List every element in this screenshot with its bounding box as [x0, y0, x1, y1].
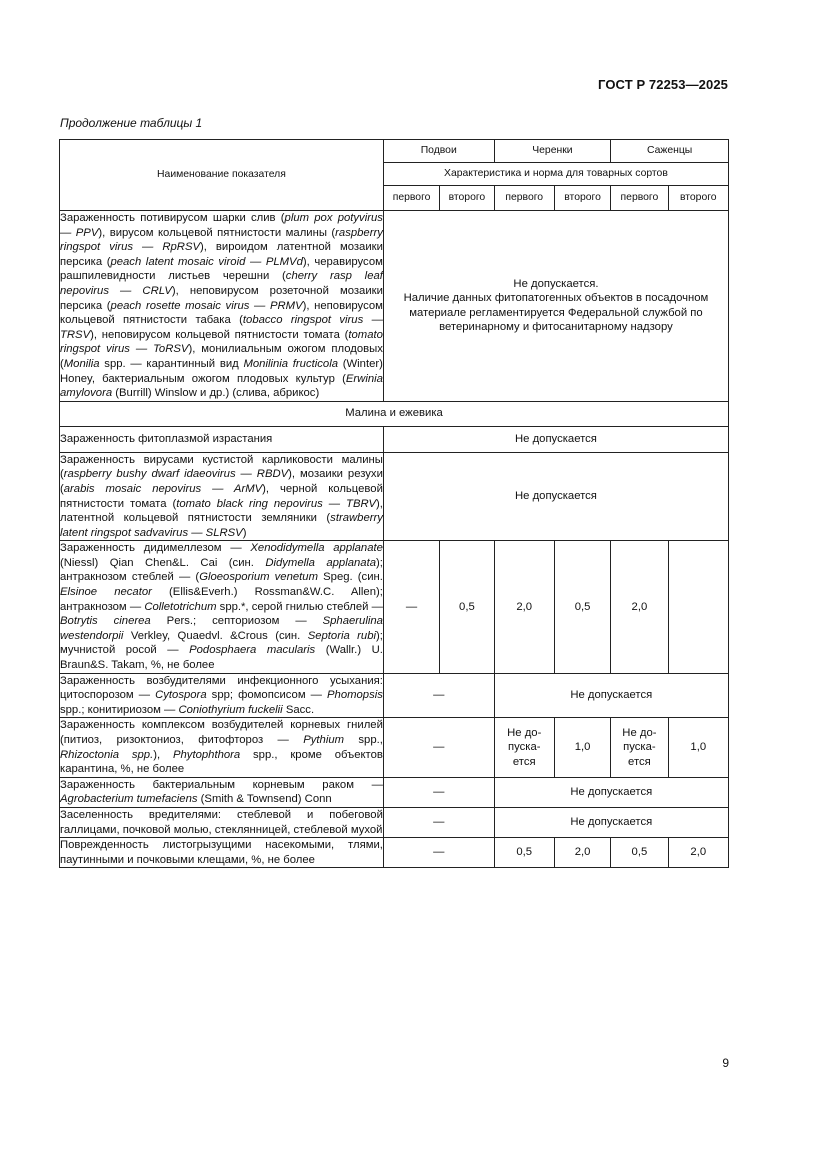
norm-value: 2,0	[611, 541, 668, 673]
column-header-sort: первого	[611, 186, 668, 211]
norm-value: 1,0	[668, 718, 728, 777]
indicator-name: Заселенность вредителями: стеблевой и побеговой галлицами, почковой молью, стеклянницей, стеблевой мухой	[60, 807, 384, 837]
indicator-name: Зараженность фитоплазмой израстания	[60, 426, 384, 452]
column-header-sort: первого	[383, 186, 439, 211]
table-row	[60, 838, 729, 868]
norm-value: 2,0	[554, 838, 610, 868]
norm-value: —	[383, 541, 439, 673]
table-caption: Продолжение таблицы 1	[60, 116, 203, 130]
indicator-name: Зараженность бактериальным корневым раком — Agrobacterium tumefaciens (Smith & Townsend) Conn	[60, 777, 384, 807]
norm-value	[668, 541, 728, 673]
norm-value: 0,5	[440, 541, 494, 673]
norm-value: —	[383, 718, 494, 777]
norm-value: 0,5	[611, 838, 668, 868]
column-header-sort: второго	[668, 186, 728, 211]
norm-value: —	[383, 838, 494, 868]
indicator-name: Зараженность дидимеллезом — Xenodidymella applanate (Niessl) Qian Chen&L. Cai (син. Didymella applanata); антракнозом стеблей — (Gloeosporium venetum Speg. (син. Elsinoe necator (Ellis&Everh.) Rossman&W.C. Allen); антракнозом — Colletotrichum spp.*, серой гнилью стеблей — Botrytis cinerea Pers.; септориозом — Sphaerulina westendorpii Verkley, Quaedvl. &Crous (син. Septoria rubi); мучнистой росой — Podosphaera macularis (Wallr.) U. Braun&S. Takam, %, не более	[60, 541, 384, 673]
norm-value: 2,0	[494, 541, 554, 673]
norm-value: Не допускается. Наличие данных фитопатогенных объектов в посадочном материале регламентируется Федеральной службой по ветеринарному и фитосанитарному надзору	[383, 211, 728, 402]
column-header-sort: первого	[494, 186, 554, 211]
requirements-table	[59, 139, 729, 868]
norm-value: 0,5	[494, 838, 554, 868]
norm-value: —	[383, 673, 494, 718]
indicator-name: Зараженность комплексом возбудителей корневых гнилей (питиоз, ризоктониоз, фитофтороз — Pythium spp., Rhizoctonia spp.), Phytophthora spp., кроме объектов карантина, %, не более	[60, 718, 384, 777]
table-row	[60, 211, 729, 402]
norm-value: Не до- пуска- ется	[494, 718, 554, 777]
table-row	[60, 673, 729, 718]
table-row	[60, 426, 729, 452]
norm-value: Не до- пуска- ется	[611, 718, 668, 777]
norm-value: Не допускается	[383, 452, 728, 541]
norm-value: Не допускается	[383, 426, 728, 452]
column-header-sort: второго	[554, 186, 610, 211]
table-row	[60, 452, 729, 541]
norm-value: —	[383, 777, 494, 807]
section-title: Малина и ежевика	[60, 401, 729, 426]
table-row	[60, 541, 729, 673]
norm-value: 0,5	[554, 541, 610, 673]
indicator-name: Зараженность возбудителями инфекционного усыхания: цитоспорозом — Cytospora spp; фомопсисом — Phomopsis spp.; конитириозом — Coniothyrium fuckelii Sacc.	[60, 673, 384, 718]
header-row-groups	[60, 140, 729, 163]
section-row	[60, 401, 729, 426]
standard-number: ГОСТ Р 72253—2025	[598, 77, 728, 92]
table-row	[60, 807, 729, 837]
norm-value: 1,0	[554, 718, 610, 777]
column-header-seedlings: Саженцы	[611, 140, 729, 163]
column-header-indicator: Наименование показателя	[60, 140, 384, 211]
page-number: 9	[722, 1056, 729, 1070]
indicator-name: Зараженность потивирусом шарки слив (plum pox potyvirus — PPV), вирусом кольцевой пятнистости малины (raspberry ringspot virus — RpRSV), вироидом латентной мозаики персика (peach latent mosaic viroid — PLMVd), черавирусом рашпилевидности листьев черешни (cherry rasp leaf nepovirus — CRLV), неповирусом розеточной мозаики персика (peach rosette mosaic virus — PRMV), неповирусом кольцевой пятнистости табака (tobacco ringspot virus — TRSV), неповирусом кольцевой пятнистости томата (tomato ringspot virus — ToRSV), монилиальным ожогом плодовых (Monilia spp. — карантинный вид Monilinia fructicola (Winter) Honey, бактериальным ожогом плодовых культур (Erwinia amylovora (Burrill) Winslow и др.) (слива, абрикос)	[60, 211, 384, 402]
norm-value: 2,0	[668, 838, 728, 868]
norm-value: Не допускается	[494, 777, 728, 807]
column-header-characteristic: Характеристика и норма для товарных сортов	[383, 163, 728, 186]
column-header-sort: второго	[440, 186, 494, 211]
norm-value: Не допускается	[494, 673, 728, 718]
indicator-name: Поврежденность листогрызущими насекомыми, тлями, паутинными и почковыми клещами, %, не более	[60, 838, 384, 868]
table-row	[60, 777, 729, 807]
column-header-cuttings: Черенки	[494, 140, 611, 163]
indicator-name: Зараженность вирусами кустистой карликовости малины (raspberry bushy dwarf idaeovirus — RBDV), мозаики резухи (arabis mosaic nepovirus — ArMV), черной кольцевой пятнистости томата (tomato black ring nepovirus — TBRV), латентной кольцевой пятнистости земляники (strawberry latent ringspot sadvavirus — SLRSV)	[60, 452, 384, 541]
column-header-rootstocks: Подвои	[383, 140, 494, 163]
norm-value: Не допускается	[494, 807, 728, 837]
norm-value: —	[383, 807, 494, 837]
table-row	[60, 718, 729, 777]
